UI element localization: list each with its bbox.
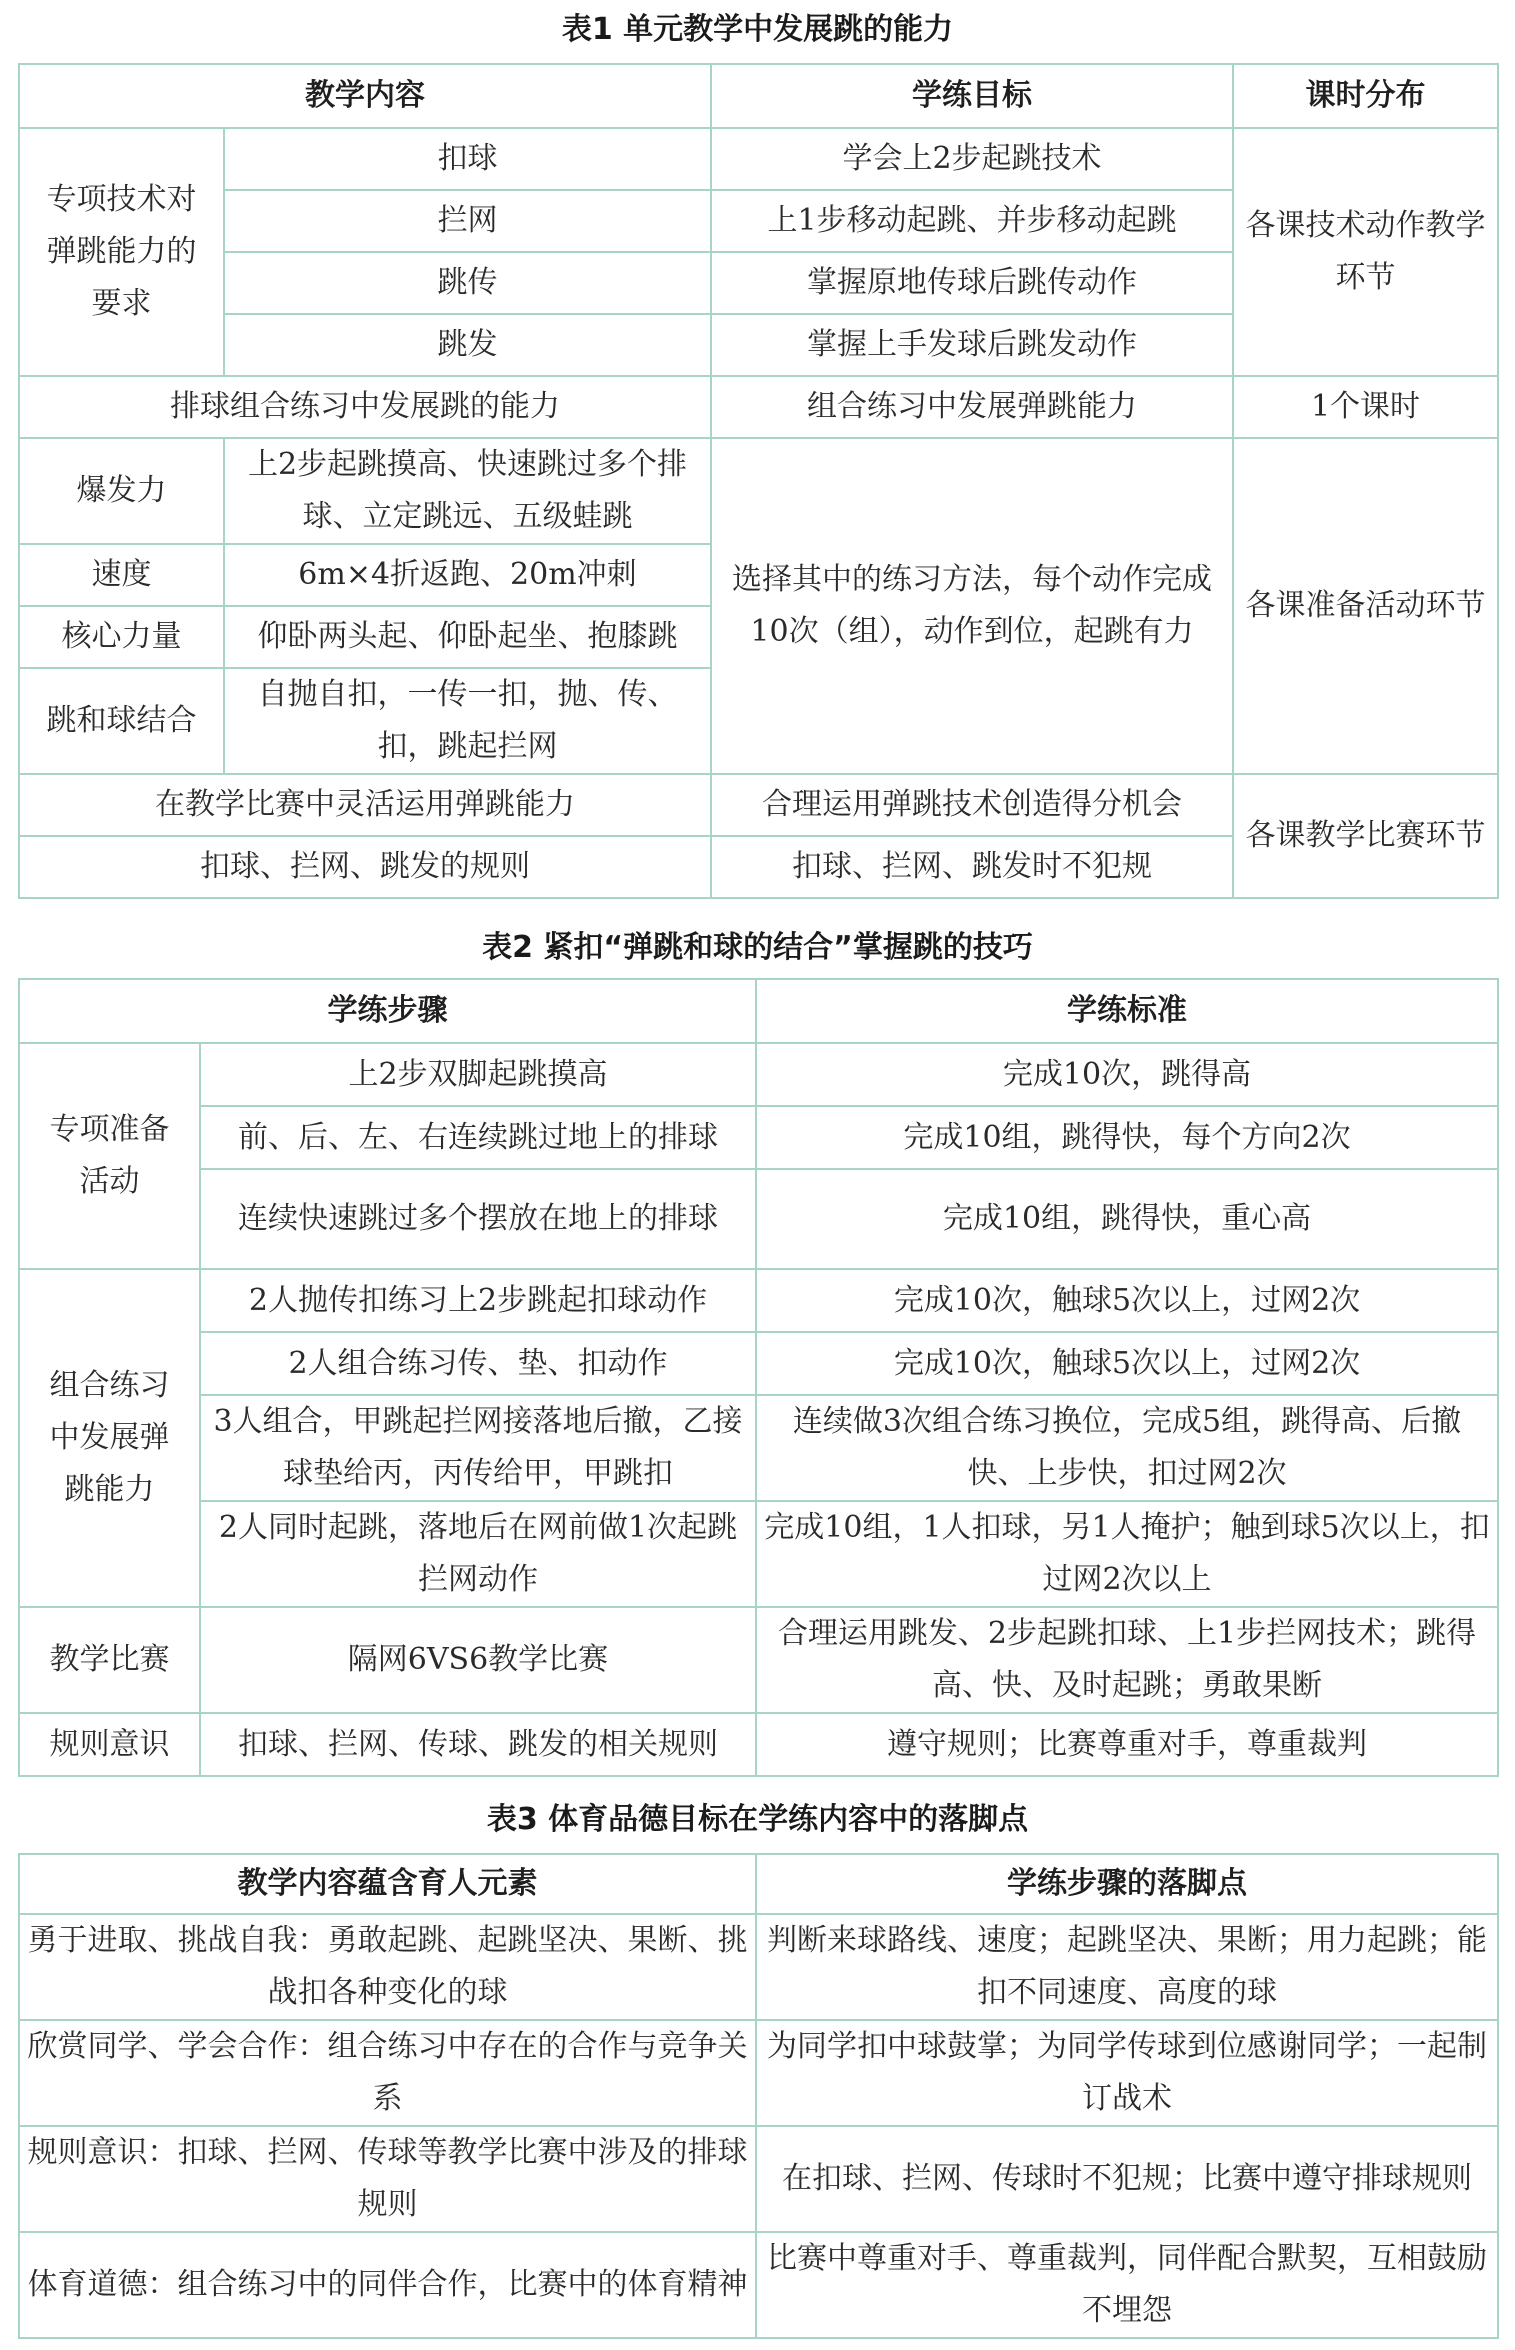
- table1-header-content: 教学内容: [19, 64, 711, 128]
- table2-step: 3人组合，甲跳起拦网接落地后撤，乙接球垫给丙，丙传给甲，甲跳扣: [200, 1395, 756, 1501]
- table-row: [19, 376, 1498, 438]
- table1-fitness-item: 核心力量: [19, 606, 224, 668]
- table1-special-goal: 学会上2步起跳技术: [711, 128, 1233, 190]
- table1-header-goal: 学练目标: [711, 64, 1233, 128]
- table3: [18, 1853, 1499, 2339]
- table1-special-period: 各课技术动作教学环节: [1233, 128, 1498, 376]
- table2-standard: 完成10组，跳得快，重心高: [756, 1169, 1498, 1269]
- table-row: [19, 1269, 1498, 1332]
- table1-special-goal: 掌握原地传球后跳传动作: [711, 252, 1233, 314]
- table1-fitness-methods: 6m×4折返跑、20m冲刺: [224, 544, 711, 606]
- table2-standard: 合理运用跳发、2步起跳扣球、上1步拦网技术；跳得高、快、及时起跳；勇敢果断: [756, 1607, 1498, 1713]
- table1-special-item: 拦网: [224, 190, 711, 252]
- table-row: [19, 1501, 1498, 1607]
- table3-point: 为同学扣中球鼓掌；为同学传球到位感谢同学；一起制订战术: [756, 2020, 1498, 2126]
- table-row: [19, 1713, 1498, 1776]
- table2-group-combo: 组合练习中发展弹跳能力: [19, 1269, 200, 1607]
- table3-element: 勇于进取、挑战自我：勇敢起跳、起跳坚决、果断、挑战扣各种变化的球: [19, 1914, 756, 2020]
- table1-special-goal: 上1步移动起跳、并步移动起跳: [711, 190, 1233, 252]
- table1-combo-content: 排球组合练习中发展跳的能力: [19, 376, 711, 438]
- table1-fitness-methods: 自抛自扣，一传一扣，抛、传、扣，跳起拦网: [224, 668, 711, 774]
- table3-element: 规则意识：扣球、拦网、传球等教学比赛中涉及的排球规则: [19, 2126, 756, 2232]
- table2-step: 2人抛传扣练习上2步跳起扣球动作: [200, 1269, 756, 1332]
- table-row: [19, 128, 1498, 190]
- table1-special-item: 扣球: [224, 128, 711, 190]
- table1-match-goal: 扣球、拦网、跳发时不犯规: [711, 836, 1233, 898]
- table2-step: 连续快速跳过多个摆放在地上的排球: [200, 1169, 756, 1269]
- table2-header-standard: 学练标准: [756, 979, 1498, 1043]
- table-row: [19, 774, 1498, 836]
- table3-element: 体育道德：组合练习中的同伴合作，比赛中的体育精神: [19, 2232, 756, 2338]
- table2-header-steps: 学练步骤: [19, 979, 756, 1043]
- table1-combo-period: 1个课时: [1233, 376, 1498, 438]
- table2-step: 隔网6VS6教学比赛: [200, 1607, 756, 1713]
- table2-group-prep: 专项准备活动: [19, 1043, 200, 1269]
- table2-standard: 遵守规则；比赛尊重对手，尊重裁判: [756, 1713, 1498, 1776]
- table-row: [19, 1043, 1498, 1106]
- table2-standard: 完成10组，1人扣球，另1人掩护；触到球5次以上，扣过网2次以上: [756, 1501, 1498, 1607]
- table-row: [19, 438, 1498, 544]
- table2-header-row: [19, 979, 1498, 1043]
- table2-standard: 完成10次，跳得高: [756, 1043, 1498, 1106]
- table2-group-match: 教学比赛: [19, 1607, 200, 1713]
- table2-standard: 完成10次，触球5次以上，过网2次: [756, 1332, 1498, 1395]
- table1-fitness-item: 速度: [19, 544, 224, 606]
- table3-point: 判断来球路线、速度；起跳坚决、果断；用力起跳；能扣不同速度、高度的球: [756, 1914, 1498, 2020]
- table-row: [19, 2020, 1498, 2126]
- table2-standard: 完成10次，触球5次以上，过网2次: [756, 1269, 1498, 1332]
- table2-caption: 表2 紧扣“弹跳和球的结合”掌握跳的技巧: [482, 930, 1033, 965]
- table-row: [19, 2232, 1498, 2338]
- table-row: [19, 1914, 1498, 2020]
- table1-header-row: [19, 64, 1498, 128]
- table1-special-item: 跳发: [224, 314, 711, 376]
- table1-match-goal: 合理运用弹跳技术创造得分机会: [711, 774, 1233, 836]
- table1: [18, 63, 1499, 899]
- table2-group-rules: 规则意识: [19, 1713, 200, 1776]
- table-row: [19, 2126, 1498, 2232]
- table1-fitness-item: 跳和球结合: [19, 668, 224, 774]
- table1-special-goal: 掌握上手发球后跳发动作: [711, 314, 1233, 376]
- table1-match-content: 扣球、拦网、跳发的规则: [19, 836, 711, 898]
- table1-fitness-methods: 仰卧两头起、仰卧起坐、抱膝跳: [224, 606, 711, 668]
- table1-header-period: 课时分布: [1233, 64, 1498, 128]
- table2-standard: 连续做3次组合练习换位，完成5组，跳得高、后撤快、上步快，扣过网2次: [756, 1395, 1498, 1501]
- table2-step: 上2步双脚起跳摸高: [200, 1043, 756, 1106]
- table1-group-special: 专项技术对弹跳能力的要求: [19, 128, 224, 376]
- table2-step: 扣球、拦网、传球、跳发的相关规则: [200, 1713, 756, 1776]
- table-row: [19, 1395, 1498, 1501]
- table1-match-content: 在教学比赛中灵活运用弹跳能力: [19, 774, 711, 836]
- table2-step: 2人组合练习传、垫、扣动作: [200, 1332, 756, 1395]
- table1-fitness-methods: 上2步起跳摸高、快速跳过多个排球、立定跳远、五级蛙跳: [224, 438, 711, 544]
- table1-combo-goal: 组合练习中发展弹跳能力: [711, 376, 1233, 438]
- table2: [18, 978, 1499, 1777]
- table3-header-point: 学练步骤的落脚点: [756, 1854, 1498, 1914]
- table3-point: 比赛中尊重对手、尊重裁判，同伴配合默契，互相鼓励不埋怨: [756, 2232, 1498, 2338]
- table1-fitness-period: 各课准备活动环节: [1233, 438, 1498, 774]
- table2-standard: 完成10组，跳得快，每个方向2次: [756, 1106, 1498, 1169]
- table3-element: 欣赏同学、学会合作：组合练习中存在的合作与竞争关系: [19, 2020, 756, 2126]
- table1-special-item: 跳传: [224, 252, 711, 314]
- table1-match-period: 各课教学比赛环节: [1233, 774, 1498, 898]
- table3-point: 在扣球、拦网、传球时不犯规；比赛中遵守排球规则: [756, 2126, 1498, 2232]
- table-row: [19, 1106, 1498, 1169]
- table-row: [19, 1332, 1498, 1395]
- table3-header-row: [19, 1854, 1498, 1914]
- table1-fitness-item: 爆发力: [19, 438, 224, 544]
- table3-caption: 表3 体育品德目标在学练内容中的落脚点: [486, 1802, 1029, 1837]
- table-row: [19, 1169, 1498, 1269]
- table-row: [19, 1607, 1498, 1713]
- table1-fitness-goal: 选择其中的练习方法，每个动作完成10次（组），动作到位，起跳有力: [711, 438, 1233, 774]
- table2-step: 2人同时起跳，落地后在网前做1次起跳拦网动作: [200, 1501, 756, 1607]
- table3-header-element: 教学内容蕴含育人元素: [19, 1854, 756, 1914]
- table1-caption: 表1 单元教学中发展跳的能力: [561, 12, 954, 47]
- table2-step: 前、后、左、右连续跳过地上的排球: [200, 1106, 756, 1169]
